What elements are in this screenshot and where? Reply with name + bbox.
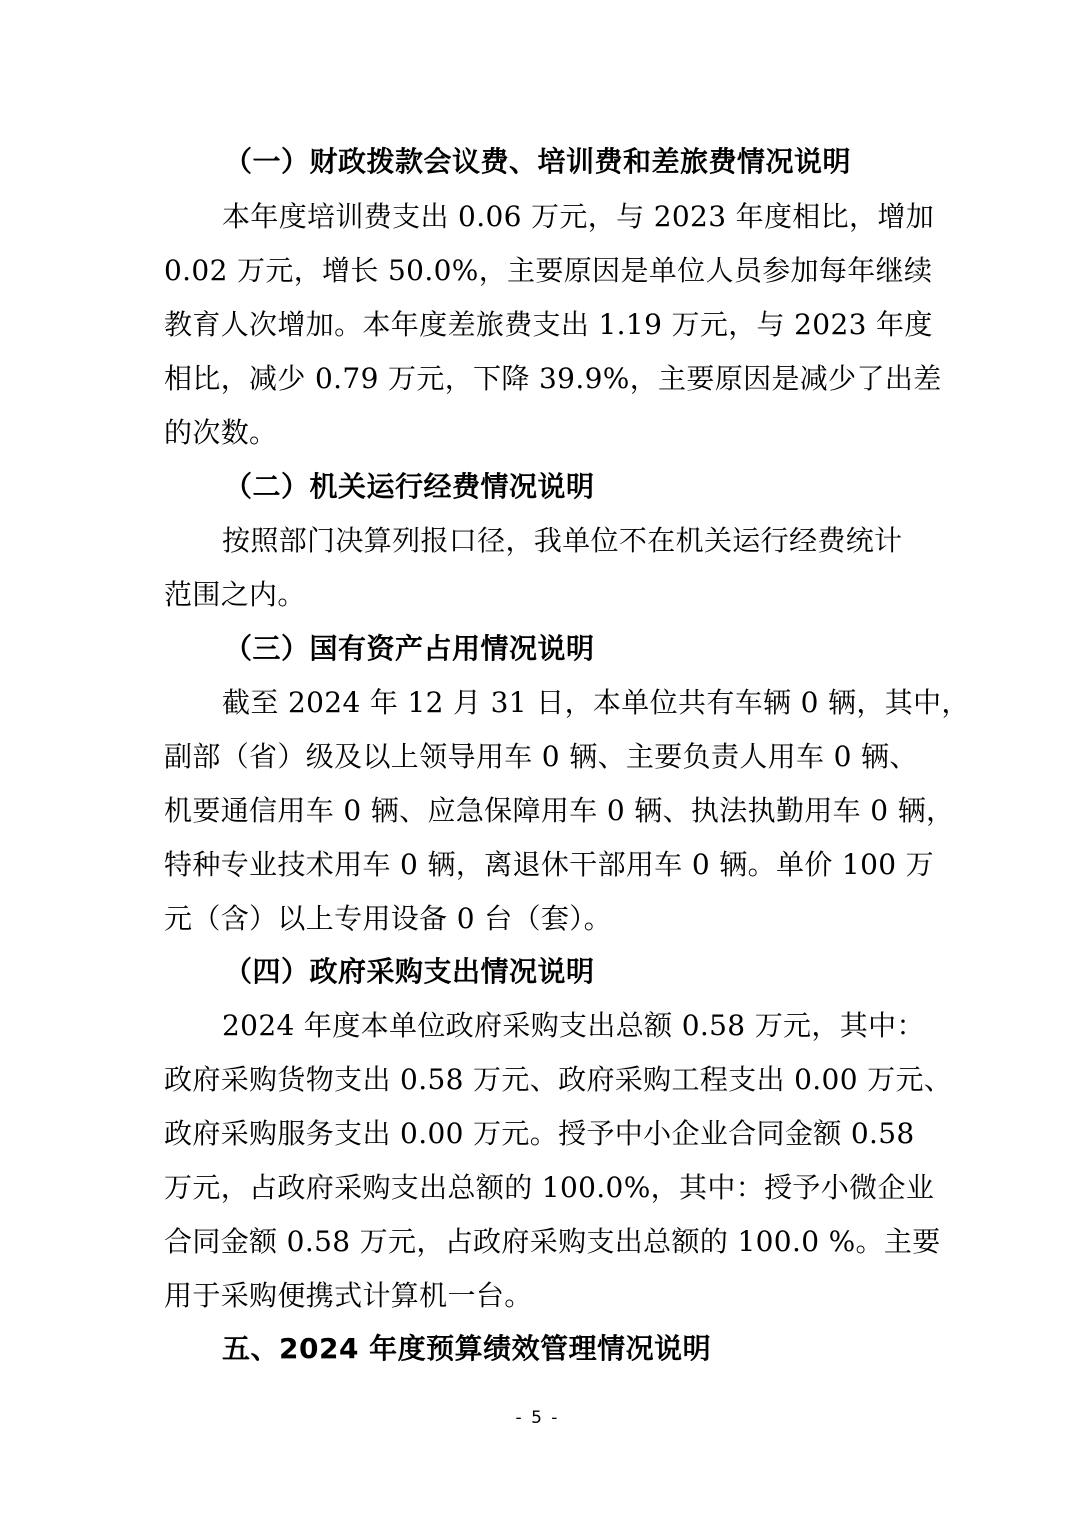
- paragraph-line: 相比，减少 0.79 万元，下降 39.9%，主要原因是减少了出差: [164, 362, 942, 395]
- paragraph-line: 副部（省）级及以上领导用车 0 辆、主要负责人用车 0 辆、: [164, 740, 918, 773]
- paragraph-line: 政府采购货物支出 0.58 万元、政府采购工程支出 0.00 万元、: [164, 1063, 953, 1096]
- heading-agency-operating-expenses: （二）机关运行经费情况说明: [224, 470, 595, 503]
- paragraph-line: 2024 年度本单位政府采购支出总额 0.58 万元，其中：: [222, 1009, 925, 1042]
- heading-government-procurement: （四）政府采购支出情况说明: [224, 955, 595, 988]
- paragraph-line: 用于采购便携式计算机一台。: [164, 1279, 533, 1312]
- paragraph-line: 万元，占政府采购支出总额的 100.0%，其中：授予小微企业: [164, 1171, 935, 1204]
- paragraph-line: 0.02 万元，增长 50.0%，主要原因是单位人员参加每年继续: [164, 254, 933, 287]
- paragraph-line: 合同金额 0.58 万元，占政府采购支出总额的 100.0 %。主要: [164, 1225, 941, 1258]
- page-number: - 5 -: [515, 1408, 560, 1428]
- section-heading-performance-management: 五、2024 年度预算绩效管理情况说明: [222, 1332, 712, 1365]
- paragraph-line: 范围之内。: [164, 578, 306, 611]
- paragraph-line: 元（含）以上专用设备 0 台（套）。: [164, 902, 612, 935]
- heading-meeting-training-travel-expenses: （一）财政拨款会议费、培训费和差旅费情况说明: [224, 145, 852, 178]
- heading-state-assets: （三）国有资产占用情况说明: [224, 632, 595, 665]
- paragraph-line: 特种专业技术用车 0 辆，离退休干部用车 0 辆。单价 100 万: [164, 848, 935, 881]
- paragraph-line: 本年度培训费支出 0.06 万元，与 2023 年度相比，增加: [222, 200, 935, 233]
- paragraph-line: 按照部门决算列报口径，我单位不在机关运行经费统计: [222, 524, 903, 557]
- paragraph-line: 政府采购服务支出 0.00 万元。授予中小企业合同金额 0.58: [164, 1117, 915, 1150]
- paragraph-line: 的次数。: [164, 416, 278, 449]
- paragraph-line: 机要通信用车 0 辆、应急保障用车 0 辆、执法执勤用车 0 辆，: [164, 794, 955, 827]
- paragraph-line: 教育人次增加。本年度差旅费支出 1.19 万元，与 2023 年度: [164, 308, 933, 341]
- paragraph-line: 截至 2024 年 12 月 31 日，本单位共有车辆 0 辆，其中，: [222, 686, 970, 719]
